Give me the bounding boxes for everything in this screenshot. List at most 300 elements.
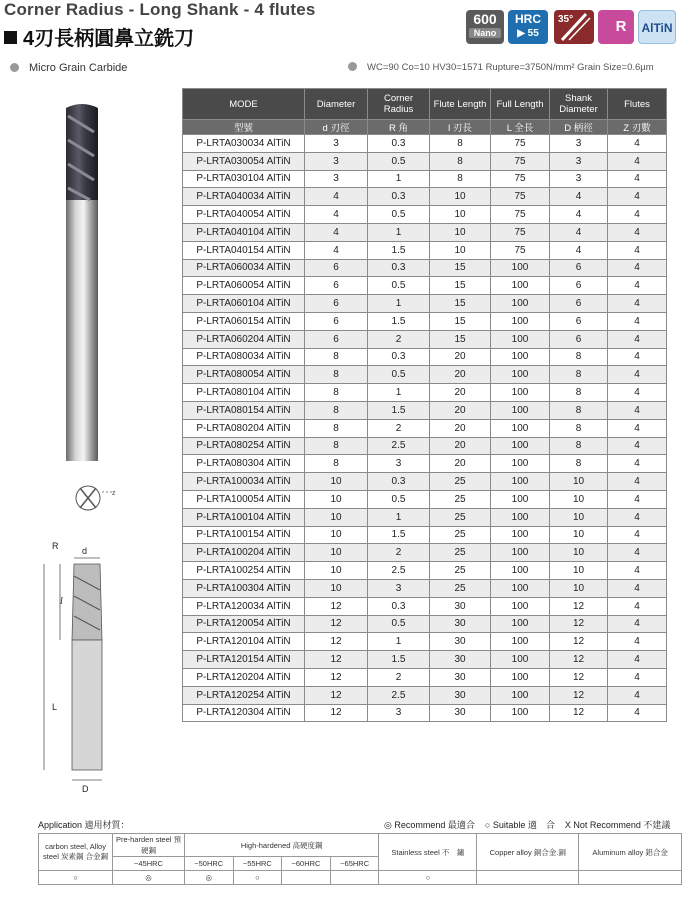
app-stainless: Stainless steel 不 鏽 — [379, 834, 477, 871]
table-cell: 12 — [305, 615, 368, 633]
table-cell: 2 — [368, 544, 430, 562]
table-row — [183, 526, 667, 544]
table-row — [183, 152, 667, 170]
table-cell: 12 — [305, 668, 368, 686]
table-row — [183, 312, 667, 330]
table-row — [183, 544, 667, 562]
hrc-badge-top: HRC — [515, 12, 541, 26]
table-cell: P-LRTA080254 AlTiN — [183, 437, 305, 455]
hrc-value: 55 — [527, 28, 539, 39]
table-row — [183, 633, 667, 651]
app-copper: Copper alloy 銅合金.銅 — [477, 834, 579, 871]
column-header: MODE — [183, 89, 305, 120]
table-row — [183, 277, 667, 295]
app-hh-sub-1: ~50HRC — [184, 857, 233, 871]
table-cell: P-LRTA100034 AlTiN — [183, 473, 305, 491]
bullet-icon — [348, 62, 357, 71]
table-cell: P-LRTA080204 AlTiN — [183, 419, 305, 437]
table-cell: 100 — [491, 259, 550, 277]
table-row — [183, 170, 667, 188]
table-cell: 4 — [608, 615, 667, 633]
table-cell: P-LRTA040154 AlTiN — [183, 241, 305, 259]
label-d: d — [82, 546, 88, 556]
table-cell: P-LRTA100204 AlTiN — [183, 544, 305, 562]
table-cell: 4 — [608, 366, 667, 384]
legend-recommend: ◎ Recommend 最適合 — [384, 820, 475, 830]
table-cell: 100 — [491, 615, 550, 633]
table-cell: 4 — [608, 384, 667, 402]
table-row — [183, 597, 667, 615]
table-cell: 30 — [430, 633, 491, 651]
table-row — [183, 206, 667, 224]
table-cell: 75 — [491, 188, 550, 206]
table-cell: 100 — [491, 508, 550, 526]
table-row — [183, 223, 667, 241]
nano-badge-bottom: Nano — [469, 28, 501, 38]
table-row — [183, 508, 667, 526]
table-row — [183, 384, 667, 402]
table-cell: P-LRTA060034 AlTiN — [183, 259, 305, 277]
table-cell: 6 — [550, 312, 608, 330]
table-cell: 1.5 — [368, 401, 430, 419]
table-cell: 4 — [305, 241, 368, 259]
table-cell: 4 — [608, 686, 667, 704]
table-cell: 4 — [608, 135, 667, 153]
app-aluminum: Aluminum alloy 鋁合金 — [579, 834, 682, 871]
table-cell: 0.5 — [368, 152, 430, 170]
table-cell: 10 — [550, 544, 608, 562]
table-row — [183, 615, 667, 633]
table-cell: 10 — [430, 241, 491, 259]
table-cell: 8 — [550, 455, 608, 473]
table-cell: 0.3 — [368, 135, 430, 153]
table-cell: 20 — [430, 437, 491, 455]
table-cell: 4 — [608, 544, 667, 562]
table-cell: 30 — [430, 651, 491, 669]
table-cell: 12 — [305, 633, 368, 651]
table-cell: 8 — [430, 135, 491, 153]
label-z: z — [112, 490, 116, 497]
table-cell: 6 — [305, 277, 368, 295]
table-cell: P-LRTA100104 AlTiN — [183, 508, 305, 526]
app-hh-sub-3: ~60HRC — [282, 857, 331, 871]
column-subheader: D 柄徑 — [550, 120, 608, 135]
table-cell: 10 — [305, 544, 368, 562]
column-subheader: l 刃長 — [430, 120, 491, 135]
table-cell: 4 — [608, 295, 667, 313]
table-cell: 100 — [491, 419, 550, 437]
table-cell: 8 — [305, 348, 368, 366]
table-cell: 8 — [550, 401, 608, 419]
table-cell: 100 — [491, 366, 550, 384]
table-cell: 4 — [608, 668, 667, 686]
table-cell: 1 — [368, 633, 430, 651]
table-cell: 100 — [491, 579, 550, 597]
app-value: ○ — [233, 871, 282, 885]
table-cell: 30 — [430, 615, 491, 633]
table-cell: 75 — [491, 241, 550, 259]
nano-badge — [466, 10, 504, 44]
table-cell: 8 — [550, 366, 608, 384]
table-cell: 3 — [368, 704, 430, 722]
table-cell: 100 — [491, 295, 550, 313]
table-cell: P-LRTA120154 AlTiN — [183, 651, 305, 669]
table-cell: 2 — [368, 419, 430, 437]
app-value — [579, 871, 682, 885]
table-cell: P-LRTA080104 AlTiN — [183, 384, 305, 402]
table-row — [183, 366, 667, 384]
table-cell: P-LRTA100304 AlTiN — [183, 579, 305, 597]
table-cell: 0.5 — [368, 615, 430, 633]
table-cell: 12 — [305, 651, 368, 669]
table-cell: 25 — [430, 473, 491, 491]
table-cell: 4 — [608, 437, 667, 455]
coating-badge: AlTiN — [638, 10, 676, 44]
table-cell: 4 — [608, 455, 667, 473]
table-cell: 4 — [608, 419, 667, 437]
table-cell: 30 — [430, 686, 491, 704]
table-cell: 10 — [305, 490, 368, 508]
table-cell: P-LRTA040034 AlTiN — [183, 188, 305, 206]
bullet-icon — [10, 63, 19, 72]
table-row — [183, 651, 667, 669]
table-cell: 6 — [305, 330, 368, 348]
table-cell: P-LRTA060154 AlTiN — [183, 312, 305, 330]
table-cell: 3 — [550, 135, 608, 153]
table-cell: 6 — [305, 312, 368, 330]
table-cell: 3 — [305, 170, 368, 188]
nano-badge-top: 600 — [473, 11, 497, 27]
table-cell: 10 — [550, 526, 608, 544]
table-cell: 8 — [305, 419, 368, 437]
table-cell: 100 — [491, 544, 550, 562]
table-cell: 20 — [430, 384, 491, 402]
table-cell: 4 — [608, 704, 667, 722]
table-cell: 12 — [305, 597, 368, 615]
app-highhard: High-hardened 高硬度鋼 — [184, 834, 379, 857]
application-title: Application 適用材質： — [38, 820, 130, 830]
table-cell: 100 — [491, 312, 550, 330]
table-cell: 0.5 — [368, 490, 430, 508]
table-row — [183, 135, 667, 153]
table-cell: 75 — [491, 223, 550, 241]
table-cell: 4 — [608, 277, 667, 295]
table-cell: 4 — [608, 241, 667, 259]
table-cell: 10 — [430, 188, 491, 206]
table-cell: 10 — [550, 562, 608, 580]
table-cell: P-LRTA100254 AlTiN — [183, 562, 305, 580]
table-cell: P-LRTA030034 AlTiN — [183, 135, 305, 153]
table-cell: 0.5 — [368, 206, 430, 224]
table-cell: P-LRTA080154 AlTiN — [183, 401, 305, 419]
app-value — [282, 871, 331, 885]
table-cell: 0.3 — [368, 188, 430, 206]
diagram-shank — [72, 640, 102, 770]
table-cell: 100 — [491, 330, 550, 348]
app-value — [477, 871, 579, 885]
table-cell: 4 — [608, 259, 667, 277]
table-cell: 100 — [491, 704, 550, 722]
radius-badge — [598, 10, 634, 44]
table-cell: 30 — [430, 668, 491, 686]
table-cell: 20 — [430, 401, 491, 419]
table-cell: 10 — [550, 508, 608, 526]
table-cell: 4 — [608, 490, 667, 508]
table-row — [183, 473, 667, 491]
table-cell: 20 — [430, 366, 491, 384]
table-cell: 4 — [550, 188, 608, 206]
table-cell: P-LRTA030054 AlTiN — [183, 152, 305, 170]
helix-icon — [554, 10, 594, 44]
table-cell: 100 — [491, 651, 550, 669]
table-cell: 1.5 — [368, 241, 430, 259]
table-cell: 4 — [608, 579, 667, 597]
table-cell: 12 — [550, 704, 608, 722]
label-R: R — [52, 541, 59, 551]
spec-table — [182, 88, 667, 722]
table-cell: 4 — [305, 188, 368, 206]
table-row — [183, 437, 667, 455]
column-subheader: L 全長 — [491, 120, 550, 135]
table-cell: 100 — [491, 490, 550, 508]
table-cell: 1 — [368, 508, 430, 526]
table-cell: 25 — [430, 544, 491, 562]
helix-angle-badge — [554, 10, 594, 44]
square-bullet-icon — [4, 31, 17, 44]
table-cell: 12 — [550, 597, 608, 615]
table-cell: 0.3 — [368, 259, 430, 277]
header-row — [183, 89, 667, 120]
table-cell: 100 — [491, 455, 550, 473]
table-cell: P-LRTA060104 AlTiN — [183, 295, 305, 313]
table-cell: 0.5 — [368, 277, 430, 295]
table-row — [183, 401, 667, 419]
table-cell: 12 — [550, 686, 608, 704]
hrc-badge — [508, 10, 548, 44]
table-cell: 4 — [608, 330, 667, 348]
app-value: ○ — [379, 871, 477, 885]
table-cell: 1 — [368, 223, 430, 241]
table-cell: 4 — [608, 312, 667, 330]
table-cell: 15 — [430, 259, 491, 277]
table-cell: P-LRTA030104 AlTiN — [183, 170, 305, 188]
table-cell: 4 — [608, 651, 667, 669]
table-cell: 100 — [491, 437, 550, 455]
title-en: Corner Radius - Long Shank - 4 flutes — [4, 0, 316, 19]
table-cell: 8 — [550, 437, 608, 455]
table-cell: 100 — [491, 526, 550, 544]
table-cell: 4 — [550, 223, 608, 241]
table-cell: 8 — [305, 366, 368, 384]
table-cell: 100 — [491, 277, 550, 295]
table-cell: 6 — [550, 277, 608, 295]
table-cell: 8 — [430, 152, 491, 170]
title-zh — [4, 22, 194, 51]
end-mill-image — [50, 96, 110, 466]
table-cell: 4 — [608, 152, 667, 170]
helix-text: 35° — [558, 14, 574, 25]
application-legend — [384, 818, 670, 831]
table-cell: 4 — [608, 223, 667, 241]
subheader-row — [183, 120, 667, 135]
table-row — [183, 348, 667, 366]
table-cell: 12 — [550, 615, 608, 633]
table-cell: 4 — [608, 526, 667, 544]
table-cell: 75 — [491, 170, 550, 188]
legend-suitable: ○ Suitable 適 合 — [484, 820, 555, 830]
app-value: ○ — [39, 871, 113, 885]
table-cell: 20 — [430, 455, 491, 473]
table-cell: 8 — [305, 437, 368, 455]
table-cell: 75 — [491, 152, 550, 170]
table-cell: 8 — [305, 455, 368, 473]
table-cell: 30 — [430, 704, 491, 722]
table-cell: 4 — [608, 508, 667, 526]
table-row — [183, 241, 667, 259]
table-cell: 20 — [430, 419, 491, 437]
table-cell: 25 — [430, 508, 491, 526]
column-header: Flutes — [608, 89, 667, 120]
table-cell: 4 — [608, 401, 667, 419]
table-cell: 1 — [368, 170, 430, 188]
table-row — [183, 490, 667, 508]
table-cell: 12 — [550, 633, 608, 651]
props-line — [348, 62, 654, 73]
table-cell: 4 — [608, 633, 667, 651]
table-cell: 10 — [305, 526, 368, 544]
table-cell: 15 — [430, 295, 491, 313]
table-cell: P-LRTA040054 AlTiN — [183, 206, 305, 224]
radius-text: R — [615, 18, 627, 35]
table-row — [183, 295, 667, 313]
column-subheader: 型號 — [183, 120, 305, 135]
table-cell: P-LRTA120204 AlTiN — [183, 668, 305, 686]
label-l: l — [60, 596, 63, 607]
table-cell: 1.5 — [368, 526, 430, 544]
column-header: Flute Length — [430, 89, 491, 120]
table-cell: 3 — [305, 135, 368, 153]
table-cell: P-LRTA080054 AlTiN — [183, 366, 305, 384]
table-cell: 12 — [550, 668, 608, 686]
table-cell: 0.5 — [368, 366, 430, 384]
table-cell: 100 — [491, 348, 550, 366]
table-cell: 20 — [430, 348, 491, 366]
column-subheader: R 角 — [368, 120, 430, 135]
column-header: Shank Diameter — [550, 89, 608, 120]
table-cell: 8 — [305, 401, 368, 419]
table-cell: 4 — [608, 170, 667, 188]
table-cell: 4 — [608, 562, 667, 580]
table-cell: P-LRTA120254 AlTiN — [183, 686, 305, 704]
table-cell: 8 — [305, 384, 368, 402]
app-hh-sub-2: ~55HRC — [233, 857, 282, 871]
props-text: WC=90 Co=10 HV30=1571 Rupture=3750N/mm² Grain Size=0.6µm — [367, 62, 654, 73]
table-cell: P-LRTA060054 AlTiN — [183, 277, 305, 295]
application-table — [38, 833, 682, 885]
table-cell: 1 — [368, 295, 430, 313]
table-cell: 100 — [491, 668, 550, 686]
material-text: Micro Grain Carbide — [29, 62, 128, 74]
table-cell: P-LRTA120054 AlTiN — [183, 615, 305, 633]
table-cell: 75 — [491, 135, 550, 153]
table-row — [183, 455, 667, 473]
table-cell: 6 — [305, 259, 368, 277]
table-cell: 10 — [305, 473, 368, 491]
table-cell: 100 — [491, 562, 550, 580]
table-cell: P-LRTA100054 AlTiN — [183, 490, 305, 508]
table-cell: 10 — [430, 206, 491, 224]
table-cell: 25 — [430, 526, 491, 544]
material-line — [10, 62, 127, 74]
table-row — [183, 562, 667, 580]
shank-body — [66, 196, 98, 461]
table-cell: 4 — [550, 241, 608, 259]
table-cell: 25 — [430, 562, 491, 580]
table-cell: 3 — [305, 152, 368, 170]
table-cell: 100 — [491, 686, 550, 704]
table-cell: P-LRTA120104 AlTiN — [183, 633, 305, 651]
table-cell: 8 — [550, 348, 608, 366]
column-header: Corner Radius — [368, 89, 430, 120]
table-cell: 10 — [550, 490, 608, 508]
table-cell: P-LRTA120304 AlTiN — [183, 704, 305, 722]
table-row — [183, 579, 667, 597]
legend-not: X Not Recommend 不建議 — [564, 820, 671, 830]
table-cell: P-LRTA060204 AlTiN — [183, 330, 305, 348]
table-cell: 100 — [491, 633, 550, 651]
table-cell: 4 — [305, 206, 368, 224]
table-cell: 4 — [608, 206, 667, 224]
table-cell: 0.3 — [368, 473, 430, 491]
table-cell: 25 — [430, 579, 491, 597]
table-cell: 2.5 — [368, 562, 430, 580]
table-cell: 4 — [608, 348, 667, 366]
table-cell: 8 — [550, 384, 608, 402]
table-cell: 75 — [491, 206, 550, 224]
table-cell: 3 — [550, 170, 608, 188]
column-header: Diameter — [305, 89, 368, 120]
app-carbon: carbon steel, Alloy steel 炭素鋼 合金鋼 — [39, 834, 113, 871]
table-cell: P-LRTA080034 AlTiN — [183, 348, 305, 366]
table-cell: 10 — [305, 579, 368, 597]
column-subheader: d 刃徑 — [305, 120, 368, 135]
table-cell: 1.5 — [368, 312, 430, 330]
table-cell: 15 — [430, 277, 491, 295]
app-prehard-sub: ~45HRC — [113, 857, 185, 871]
table-row — [183, 330, 667, 348]
table-cell: 0.3 — [368, 597, 430, 615]
table-cell: P-LRTA080304 AlTiN — [183, 455, 305, 473]
table-cell: P-LRTA120034 AlTiN — [183, 597, 305, 615]
table-cell: 100 — [491, 473, 550, 491]
hrc-badge-bottom: ▶ 55 — [517, 28, 539, 39]
table-cell: 30 — [430, 597, 491, 615]
table-cell: 2 — [368, 330, 430, 348]
table-row — [183, 704, 667, 722]
table-cell: 8 — [430, 170, 491, 188]
app-value — [330, 871, 379, 885]
app-hh-sub-4: ~65HRC — [330, 857, 379, 871]
table-cell: 2.5 — [368, 686, 430, 704]
table-cell: 10 — [550, 473, 608, 491]
table-cell: 100 — [491, 401, 550, 419]
table-cell: 8 — [550, 419, 608, 437]
table-body — [183, 135, 667, 722]
table-cell: 10 — [550, 579, 608, 597]
table-cell: 6 — [550, 330, 608, 348]
table-cell: 25 — [430, 490, 491, 508]
table-row — [183, 188, 667, 206]
